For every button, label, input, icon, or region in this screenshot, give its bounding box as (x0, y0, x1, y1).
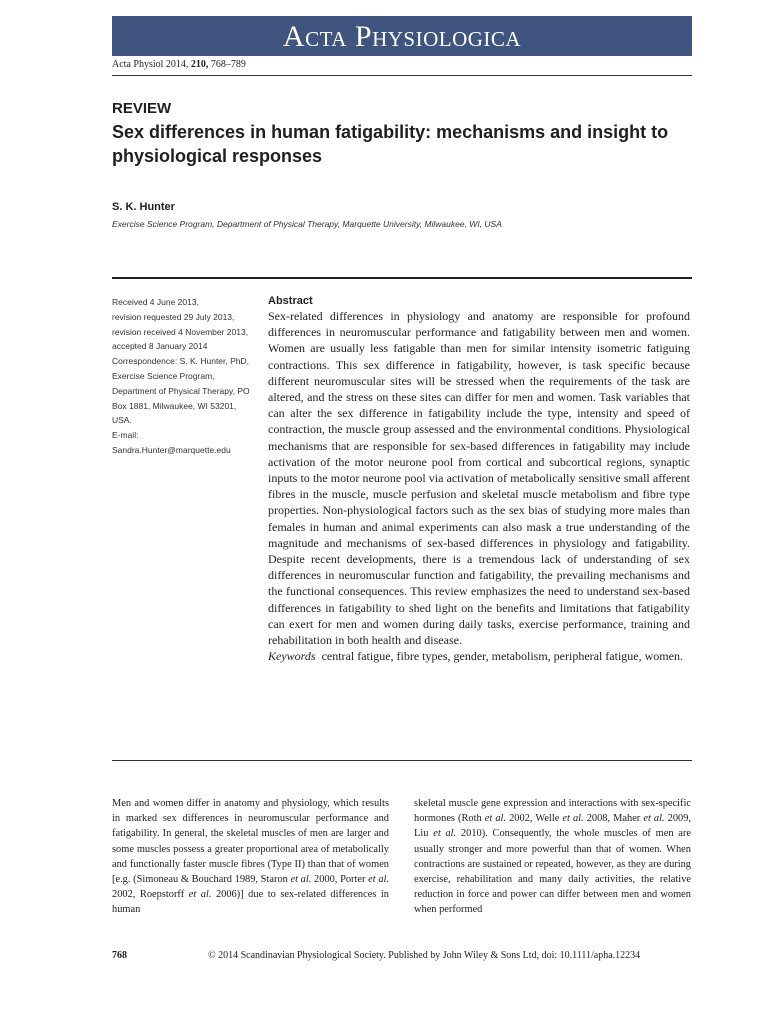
top-divider (112, 75, 692, 76)
body-right-text-3: 2008, Maher (583, 813, 644, 825)
body-right-text-1: skeletal muscle gene expression and interactions with sex-specific hormones (Roth (414, 798, 691, 825)
citation-volume: 210, (190, 59, 209, 70)
et-al: et al. (290, 874, 312, 886)
body-left-text-3: 2002, Roepstorff (112, 889, 189, 901)
citation-pages: 768–789 (210, 59, 246, 70)
received-date: Received 4 June 2013, (112, 297, 199, 307)
body-right-text-2: 2002, Welle (506, 813, 563, 825)
body-column-right (414, 796, 691, 918)
et-al: et al. (562, 813, 584, 825)
author-affiliation: Exercise Science Program, Department of Physical Therapy, Marquette University, Milwaukee, WI, USA (112, 219, 502, 229)
journal-banner: Acta Physiologica (112, 16, 692, 56)
header-divider (112, 277, 692, 279)
correspondence-address: Correspondence: S. K. Hunter, PhD, Exercise Science Program, Department of Physical Therapy, PO Box 1881, Milwaukee, WI 53201, USA. (112, 356, 250, 426)
article-history-sidebar (112, 295, 257, 458)
et-al: et al. (188, 889, 212, 901)
abstract-heading: Abstract (268, 295, 313, 307)
citation-prefix: Acta Physiol 2014, (112, 59, 189, 70)
section-label: REVIEW (112, 100, 172, 117)
page-number: 768 (112, 950, 127, 961)
accepted-date: accepted 8 January 2014 (112, 341, 208, 352)
body-right-text-4: 2009, Liu (414, 813, 692, 840)
body-left-text-4: 2006)] due to sex-related differences in human (112, 889, 390, 916)
keywords-list: central fatigue, fibre types, gender, metabolism, peripheral fatigue, women. (321, 649, 683, 664)
keywords-label: Keywords (268, 649, 316, 664)
correspondence-email[interactable]: E-mail: Sandra.Hunter@marquette.edu (112, 430, 231, 455)
journal-citation (112, 58, 246, 72)
body-column-left (112, 796, 389, 918)
abstract-text-block (268, 308, 690, 664)
article-title: Sex differences in human fatigability: mechanisms and insight to physiological responses (112, 122, 669, 166)
et-al: et al. (484, 813, 507, 825)
abstract-text: Sex-related differences in physiology and anatomy are responsible for profound differences in neuromuscular performance and fatigability between men and women. Women are usually less fatigable than men for similar intensity isometric fatiguing contractions. This sex difference in fatigability, however, is task specific because different neuromuscular sites will be stressed when the requirements of the task are altered, and the stress on these sites can differ for men and women. Task variables that can alter the sex difference in fatigability include the type, intensity and speed of contraction, the muscle group assessed and the environmental conditions. Physiological mechanisms that are responsible for sex-based differences in fatigability may include activation of the motor neurone pool from cortical and subcortical regions, synaptic inputs to the motor neurone pool via activation of metabolically sensitive small afferent fibres in the muscle, muscle perfusion and skeletal muscle metabolism and fibre type properties. Non-physiological factors such as the sex bias of studying more males than females in human and animal experiments can also mask a true understanding of the magnitude and mechanisms of sex-based differences in physiology and fatigability. Despite recent developments, there is a tremendous lack of understanding of sex differences in neuromuscular function and fatigability, the prevailing mechanisms and the functional consequences. This review emphasizes the need to understand sex-based differences in fatigability to shed light on the benefits and limitations that fatigability can exert for men and women during daily tasks, exercise performance, training and rehabilitation in both health and disease. (268, 309, 690, 648)
et-al: et al. (368, 874, 390, 886)
author-name: S. K. Hunter (112, 201, 175, 213)
abstract-divider (112, 760, 692, 761)
revision-requested-date: revision requested 29 July 2013, (112, 311, 235, 322)
body-left-text-2: 2000, Porter (311, 874, 369, 886)
et-al: et al. (643, 813, 665, 825)
body-left-text-1: Men and women differ in anatomy and physiology, which results in marked sex differences in neuromuscular performance and fatigability. In general, the skeletal muscles of men are larger and some muscles possess a greater proportional area of metabolically and functionally faster muscle fibres (Type II) than that of women [e.g. (Simoneau & Bouchard 1989, Staron (112, 798, 389, 886)
et-al: et al. (433, 828, 457, 840)
revision-received-date: revision received 4 November 2013, (112, 326, 249, 337)
copyright-notice: © 2014 Scandinavian Physiological Society. Published by John Wiley & Sons Ltd, doi: 10.1111/apha.12234 (208, 950, 641, 961)
body-right-text-5: 2010). Consequently, the whole muscles of men are usually stronger and more powerful than that of women. When contractions are sustained or repeated, however, as they are during exercise, rehabilitation and many daily activities, the relative reduction in force and power can differ between men and women when performed (414, 828, 691, 916)
